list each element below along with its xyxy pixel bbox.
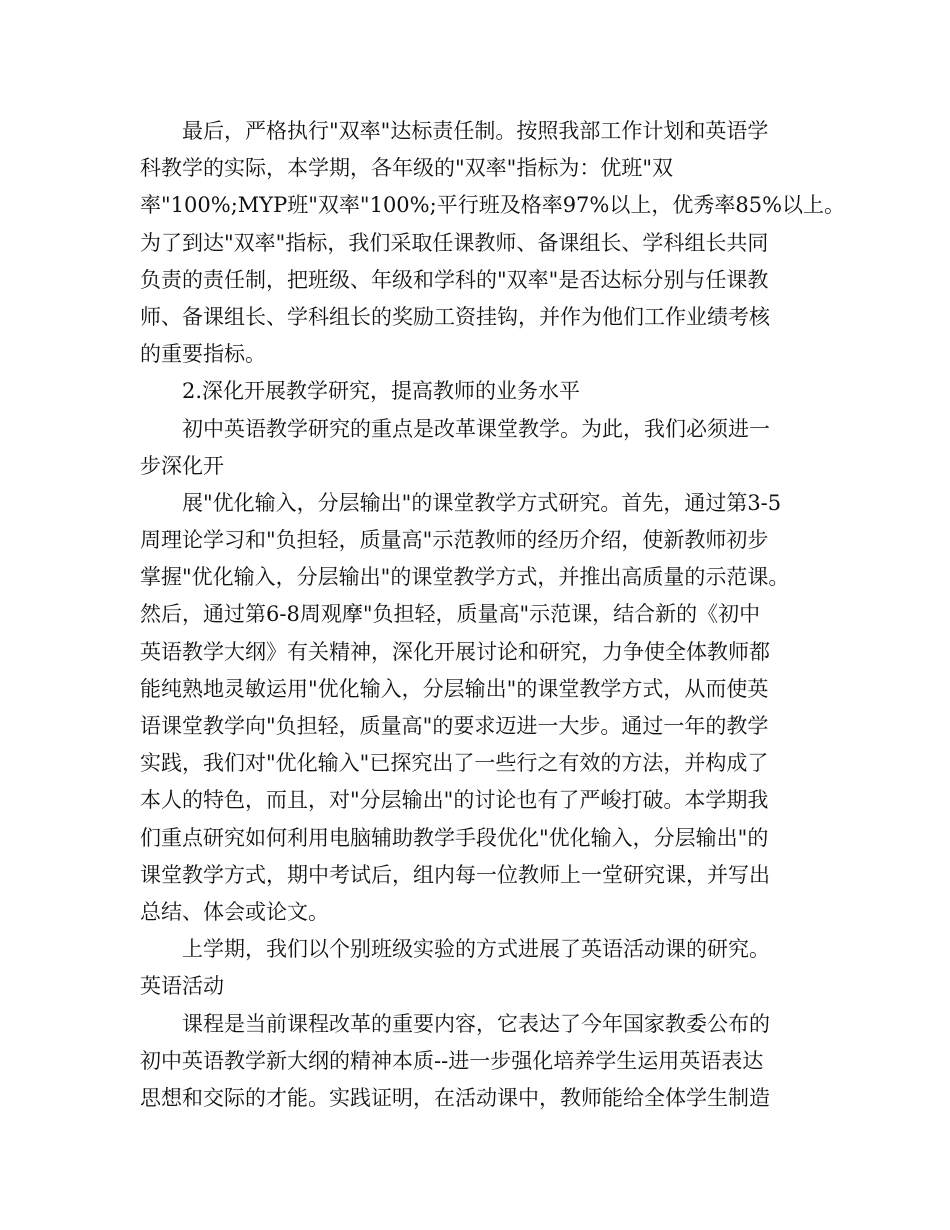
- text-line: 上学期，我们以个别班级实验的方式进展了英语活动课的研究。: [182, 937, 770, 962]
- text-line: 然后，通过第6-8周观摩"负担轻，质量高"示范课，结合新的《初中: [140, 602, 761, 627]
- text-line: 率"100%;MYP班"双率"100%;平行班及格率97%以上，优秀率85%以上。: [140, 193, 846, 218]
- text-line: 步深化开: [140, 453, 224, 478]
- text-line: 初中英语教学新大纲的精神本质--进一步强化培养学生运用英语表达: [140, 1048, 764, 1073]
- text-line: 课程是当前课程改革的重要内容，它表达了今年国家教委公布的: [182, 1011, 770, 1036]
- text-line: 师、备课组长、学科组长的奖励工资挂钩，并作为他们工作业绩考核: [140, 304, 770, 329]
- text-line: 负责的责任制，把班级、年级和学科的"双率"是否达标分别与任课教: [140, 267, 769, 292]
- text-line: 的重要指标。: [140, 342, 266, 367]
- text-line: 实践，我们对"优化输入"已探究出了一些行之有效的方法，并构成了: [140, 751, 769, 776]
- text-line: 本人的特色，而且，对"分层输出"的讨论也有了严峻打破。本学期我: [140, 788, 769, 813]
- text-line: 英语教学大纲》有关精神，深化开展讨论和研究，力争使全体教师都: [140, 639, 770, 664]
- text-line: 为了到达"双率"指标，我们采取任课教师、备课组长、学科组长共同: [140, 230, 769, 255]
- text-line: 思想和交际的才能。实践证明，在活动课中，教师能给全体学生制造: [140, 1085, 770, 1110]
- text-line: 们重点研究如何利用电脑辅助教学手段优化"优化输入，分层输出"的: [140, 825, 769, 850]
- text-line: 能纯熟地灵敏运用"优化输入，分层输出"的课堂教学方式，从而使英: [140, 676, 769, 701]
- text-line: 周理论学习和"负担轻，质量高"示范教师的经历介绍，使新教师初步: [140, 528, 769, 553]
- text-line: 科教学的实际，本学期，各年级的"双率"指标为：优班"双: [140, 156, 673, 181]
- document-body: [140, 113, 846, 1117]
- text-line: 2.深化开展教学研究，提高教师的业务水平: [182, 379, 581, 404]
- text-line: 初中英语教学研究的重点是改革课堂教学。为此，我们必须进一: [182, 416, 770, 441]
- text-line: 课堂教学方式，期中考试后，组内每一位教师上一堂研究课，并写出: [140, 862, 770, 887]
- text-line: 英语活动: [140, 974, 224, 999]
- text-line: 总结、体会或论文。: [140, 899, 329, 924]
- text-line: 最后，严格执行"双率"达标责任制。按照我部工作计划和英语学: [182, 119, 769, 143]
- text-line: 展"优化输入，分层输出"的课堂教学方式研究。首先，通过第3-5: [182, 490, 782, 515]
- text-line: 语课堂教学向"负担轻，质量高"的要求迈进一大步。通过一年的教学: [140, 714, 769, 738]
- text-line: 掌握"优化输入，分层输出"的课堂教学方式，并推出高质量的示范课。: [140, 565, 790, 590]
